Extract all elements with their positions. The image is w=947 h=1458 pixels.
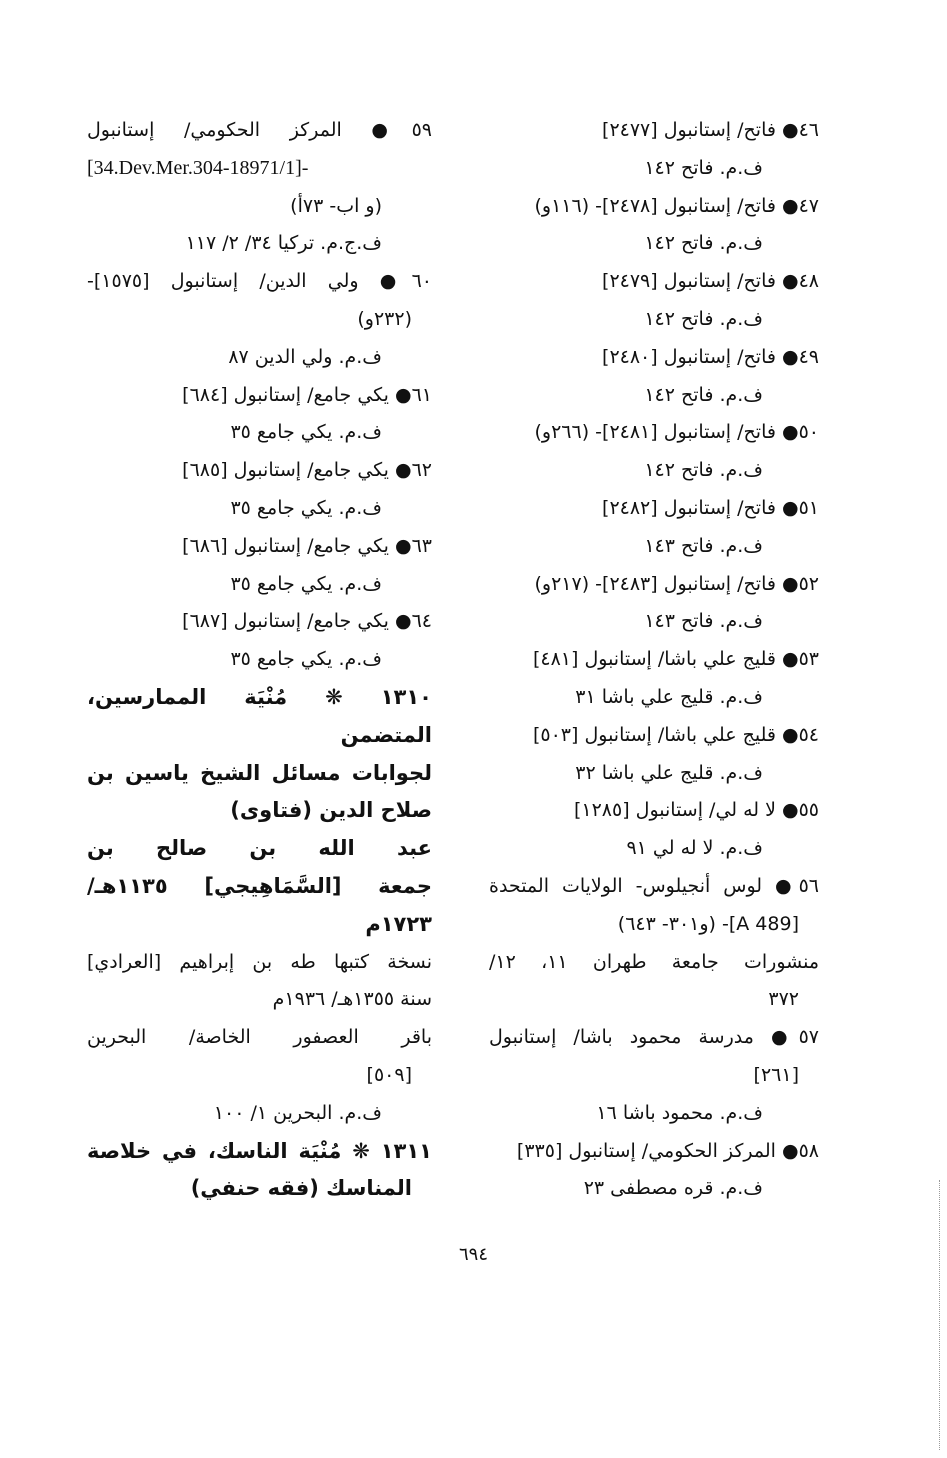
right-column-line: ٤٧● فاتح/ إستانبول [٢٤٧٨]- (١١٦و) <box>534 194 819 217</box>
left-column-line: ف.م. يكي جامع ٣٥ <box>230 421 382 444</box>
left-column-line: ٥٩● المركز الحكومي/ إستانبول <box>87 119 432 141</box>
left-column-line: ١٣١٠ ❋ مُنْيَة الممارسين، المتضمن <box>87 684 432 747</box>
left-column-line: جمعة [السَّمَاهِيجي] ١١٣٥هـ/ <box>87 873 432 898</box>
right-column-line: [٢٦١] <box>753 1063 799 1086</box>
right-column-line: ٥٠● فاتح/ إستانبول [٢٤٨١]- (٢٦٦و) <box>534 421 819 444</box>
left-column-line: [٥٠٩] <box>366 1063 412 1086</box>
right-column-line: ٥٦● لوس أنجيلوس- الولايات المتحدة <box>489 874 819 897</box>
right-column-line: ف.م. فاتح ١٤٢ <box>644 383 763 406</box>
right-column-line: [A 489]- (و٣٠١- ٦٤٣) <box>617 912 799 935</box>
right-column-line: ٥٧● مدرسة محمود باشا/ إستانبول <box>489 1026 819 1049</box>
left-column-line: ١٣١١ ❋ مُنْيَة الناسك، في خلاصة <box>87 1138 432 1163</box>
right-column-line: ف.م. فاتح ١٤٢ <box>644 232 763 255</box>
right-column-line: ٥٥● لا له لي/ إستانبول [١٢٨٥] <box>573 799 819 822</box>
right-column-line: منشورات جامعة طهران ١١، ١٢/ <box>489 950 820 973</box>
left-column-line: (٢٣٢و) <box>357 307 412 330</box>
right-column-line: ف.م. فاتح ١٤٢ <box>644 307 763 330</box>
left-column-line: ف.م. ولي الدين ٨٧ <box>228 345 382 368</box>
right-column-line: ٥١● فاتح/ إستانبول [٢٤٨٢] <box>602 496 819 519</box>
left-column-line: سنة ١٣٥٥هـ/ ١٩٣٦م <box>272 988 432 1011</box>
right-column <box>489 112 819 1208</box>
right-column-line: ف.م. محمود باشا ١٦ <box>596 1101 763 1124</box>
right-column-line: ف.م. فاتح ١٤٣ <box>644 534 763 557</box>
left-column-line: المناسك (فقه حنفي) <box>190 1176 412 1201</box>
left-column-line: ف.م. يكي جامع ٣٥ <box>230 572 382 595</box>
right-column-line: ٣٧٢ <box>768 988 799 1011</box>
left-column-line: (و اب- ٧٣أ) <box>290 194 382 217</box>
left-column-line: عبد الله بن صالح بن <box>87 836 432 861</box>
left-column-line: ٦٠● ولي الدين/ إستانبول [١٥٧٥]- <box>87 270 432 293</box>
left-column-line: ف.ج.م. تركيا ٣٤/ ٢/ ١١٧ <box>185 232 382 255</box>
right-column-line: ف.م. فاتح ١٤٣ <box>644 610 763 633</box>
right-column-line: ف.م. قليج علي باشا ٣١ <box>575 685 763 708</box>
scan-edge-dots <box>939 1180 942 1450</box>
right-column-line: ف.م. قره مصطفى ٢٣ <box>583 1177 763 1200</box>
right-column-line: ٤٨● فاتح/ إستانبول [٢٤٧٩] <box>602 270 819 293</box>
left-column-line: ٦٤● يكي جامع/ إستانبول [٦٨٧] <box>182 610 432 633</box>
left-column-line: لجوابات مسائل الشيخ ياسين بن <box>87 760 432 785</box>
left-column-line: ١٧٢٣م <box>365 911 432 936</box>
left-column-line: باقر العصفور الخاصة/ البحرين <box>87 1026 432 1049</box>
left-column-line: ٦٣● يكي جامع/ إستانبول [٦٨٦] <box>182 534 432 557</box>
right-column-line: ٥٣● قليج علي باشا/ إستانبول [٤٨١] <box>532 648 819 671</box>
left-column-line: [34.Dev.Mer.304-18971/1]- <box>87 156 309 179</box>
page-number: ٦٩٤ <box>458 1244 488 1265</box>
right-column-line: ٤٩● فاتح/ إستانبول [٢٤٨٠] <box>602 345 819 368</box>
left-column-line: ٦٢● يكي جامع/ إستانبول [٦٨٥] <box>182 459 432 482</box>
left-column-line: ٦١● يكي جامع/ إستانبول [٦٨٤] <box>182 383 432 406</box>
left-column-line: ف.م. البحرين ١/ ١٠٠ <box>213 1101 382 1124</box>
right-column-line: ف.م. فاتح ١٤٢ <box>644 156 763 179</box>
right-column-line: ٥٢● فاتح/ إستانبول [٢٤٨٣]- (٢١٧و) <box>534 572 819 595</box>
right-column-line: ٤٦● فاتح/ إستانبول [٢٤٧٧] <box>602 119 819 141</box>
right-column-line: ٥٨● المركز الحكومي/ إستانبول [٣٣٥] <box>516 1139 819 1162</box>
right-column-line: ف.م. لا له لي ٩١ <box>626 837 763 860</box>
left-column-line: نسخة كتبها طه بن إبراهيم [العرادي] <box>87 950 432 973</box>
left-column-line: صلاح الدين (فتاوى) <box>230 798 432 823</box>
left-column <box>87 112 432 1208</box>
right-column-line: ف.م. فاتح ١٤٢ <box>644 459 763 482</box>
left-column-line: ف.م. يكي جامع ٣٥ <box>230 496 382 519</box>
right-column-line: ٥٤● قليج علي باشا/ إستانبول [٥٠٣] <box>532 723 819 746</box>
right-column-line: ف.م. قليج علي باشا ٣٢ <box>575 761 763 784</box>
left-column-line: ف.م. يكي جامع ٣٥ <box>230 648 382 671</box>
